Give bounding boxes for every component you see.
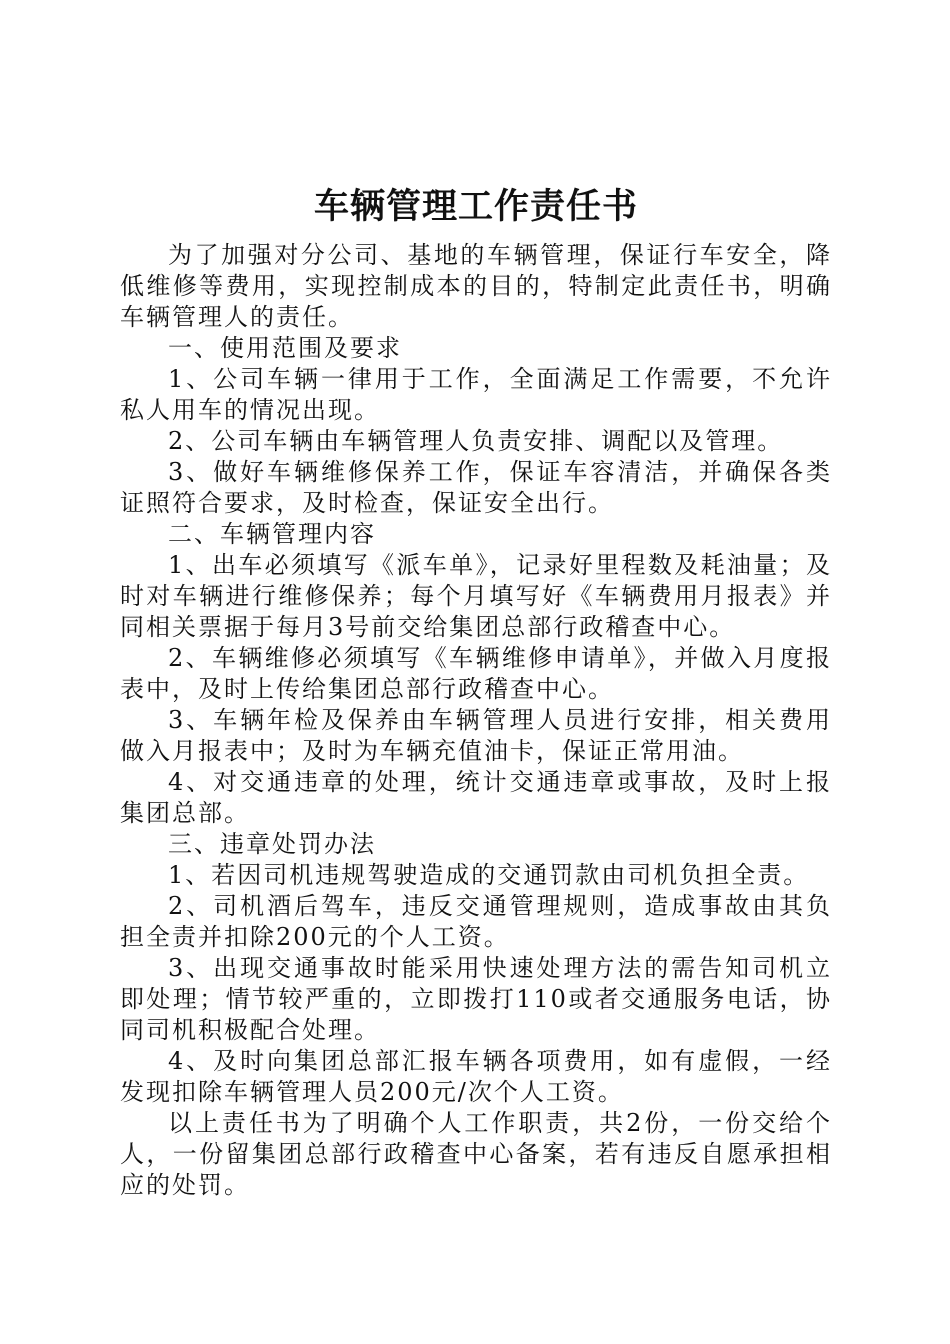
section-heading-management: 二、车辆管理内容 bbox=[168, 520, 376, 548]
paragraph-scope-2: 2、公司车辆由车辆管理人负责安排、调配以及管理。 bbox=[168, 427, 784, 455]
paragraph-management-2: 2、车辆维修必须填写《车辆维修申请单》，并做入月度报表中，及时上传给集团总部行政稽查中心。 bbox=[120, 644, 832, 703]
paragraph-closing: 以上责任书为了明确个人工作职责，共2份，一份交给个人，一份留集团总部行政稽查中心备案，若有违反自愿承担相应的处罚。 bbox=[120, 1109, 832, 1199]
section-heading-scope: 一、使用范围及要求 bbox=[168, 334, 402, 362]
section-heading-penalty: 三、违章处罚办法 bbox=[168, 830, 376, 858]
paragraph-management-1: 1、出车必须填写《派车单》，记录好里程数及耗油量；及时对车辆进行维修保养；每个月填写好《车辆费用月报表》并同相关票据于每月3号前交给集团总部行政稽查中心。 bbox=[120, 551, 832, 641]
document-page bbox=[120, 180, 832, 1201]
paragraph-penalty-3: 3、出现交通事故时能采用快速处理方法的需告知司机立即处理；情节较严重的，立即拨打110或者交通服务电话，协同司机积极配合处理。 bbox=[120, 954, 832, 1044]
paragraph-management-4: 4、对交通违章的处理，统计交通违章或事故，及时上报集团总部。 bbox=[120, 768, 832, 827]
paragraph-management-3: 3、车辆年检及保养由车辆管理人员进行安排，相关费用做入月报表中；及时为车辆充值油卡，保证正常用油。 bbox=[120, 706, 832, 765]
document-title: 车辆管理工作责任书 bbox=[313, 186, 638, 227]
paragraph-penalty-1: 1、若因司机违规驾驶造成的交通罚款由司机负担全责。 bbox=[168, 861, 810, 889]
paragraph-scope-3: 3、做好车辆维修保养工作，保证车容清洁，并确保各类证照符合要求，及时检查，保证安全出行。 bbox=[120, 458, 832, 517]
paragraph-intro: 为了加强对分公司、基地的车辆管理，保证行车安全，降低维修等费用，实现控制成本的目的，特制定此责任书，明确车辆管理人的责任。 bbox=[120, 241, 832, 331]
paragraph-penalty-2: 2、司机酒后驾车，违反交通管理规则，造成事故由其负担全责并扣除200元的个人工资。 bbox=[120, 892, 832, 951]
paragraph-scope-1: 1、公司车辆一律用于工作，全面满足工作需要，不允许私人用车的情况出现。 bbox=[120, 365, 832, 424]
paragraph-penalty-4: 4、及时向集团总部汇报车辆各项费用，如有虚假，一经发现扣除车辆管理人员200元/次个人工资。 bbox=[120, 1047, 832, 1106]
